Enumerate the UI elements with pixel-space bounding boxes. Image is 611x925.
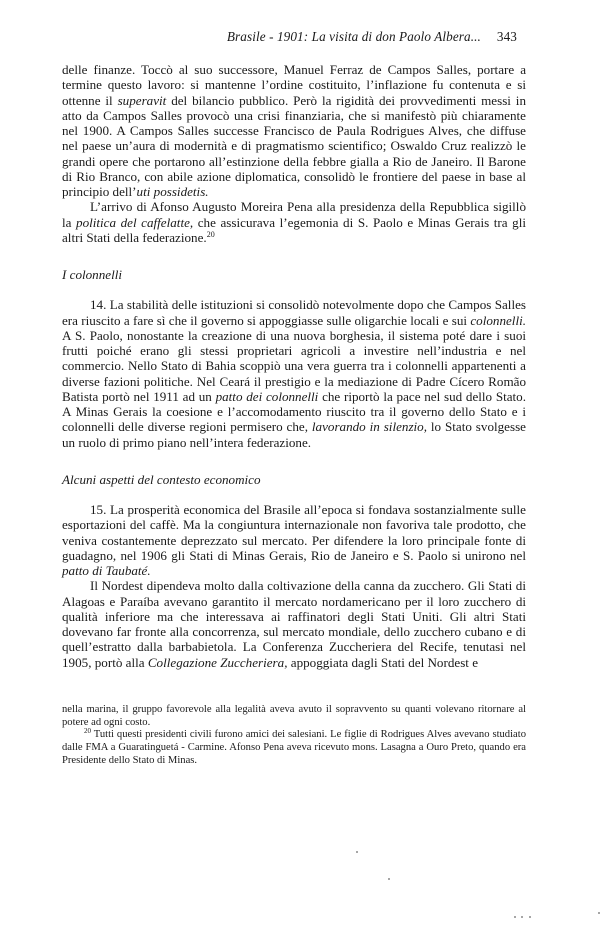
italic-term: superavit bbox=[117, 92, 167, 108]
italic-term: Collegazione Zuccheriera, bbox=[147, 654, 288, 670]
footnote-marker: 20 bbox=[84, 727, 91, 736]
text-run: Il Nordest dipendeva molto dalla coltivazione della canna da zucchero. Gli Stati di Alagoas e Paraíba avevano garantito il mercato nordamericano per il loro zucchero di qualità inferiore ma che interessava ai raffinatori degli Stati Uniti. Gli altri Stati dovevano far fronte alla concorrenza, sul mercato mondiale, dello zucchero cubano e di quell’estratto dalla barbabietola. La Conferenza Zuccheriera del Recife, tenutasi nel 1905, portò alla bbox=[62, 578, 526, 670]
scan-speck bbox=[529, 916, 531, 918]
paragraph-5 bbox=[62, 578, 526, 670]
text-run: delle finanze. Toccò al suo successore, Manuel Ferraz de Campos Salles, portare a termine questo lavoro: si mantenne l’ordine costituito, l’inflazione fu contenuta e si ottenne il bbox=[62, 62, 526, 108]
italic-term: colonnelli. bbox=[470, 312, 526, 328]
paragraph-1 bbox=[62, 62, 526, 199]
text-run: che assicurava l’egemonia di S. Paolo e Minas Gerais tra gli altri Stati della federazione. bbox=[62, 214, 526, 245]
text-run: 14. La stabilità delle istituzioni si consolidò notevolmente dopo che Campos Salles era riuscito a fare sì che il governo si appoggiasse sulle oligarchie locali e sui bbox=[62, 297, 526, 328]
scan-speck bbox=[514, 916, 516, 918]
footnote-text: Tutti questi presidenti civili furono amici dei salesiani. Le figlie di Rodrigues Alves avevano studiato dalle FMA a Guaratinguetá - Carmine. Afonso Pena aveva ricevuto mons. Lasagna a Ouro Preto, quando era Presidente dello Stato di Minas. bbox=[62, 729, 526, 766]
text-run: 15. La prosperità economica del Brasile all’epoca si fondava sostanzialmente sulle esportazioni del caffè. Ma la congiuntura internazionale non favoriva tale prodotto, che veniva costantemente deprezzato sul mercato. Per difendere la loro principale fonte di guadagno, nel 1906 gli Stati di Minas Gerais, Rio de Janeiro e S. Paolo si unirono nel bbox=[62, 502, 526, 563]
scan-speck bbox=[356, 851, 358, 853]
running-title: Brasile - 1901: La visita di don Paolo Albera... bbox=[226, 29, 481, 44]
text-run: del bilancio pubblico. Però la rigidità dei provvedimenti messi in atto da Campos Salles provocò una crisi finanziaria, che si manifestò più chiaramente nel 1900. A Campos Salles successe Francisco de Paula Rodrigues Alves, che diffuse nel paese un’aura di modernità e di pragmatismo scientifico; Oswaldo Cruz realizzò le grandi opere che portarono all’estinzione della febbre gialla a Rio de Janeiro. Il Barone di Rio Branco, con abile azione diplomatica, consolidò le frontiere del paese in base al principio dell’ bbox=[62, 92, 526, 199]
scan-speck bbox=[598, 912, 600, 914]
italic-term: lavorando in silenzio, bbox=[311, 419, 427, 435]
italic-term: politica del caffelatte, bbox=[76, 214, 194, 230]
footnotes bbox=[62, 704, 526, 768]
section-heading-economia: Alcuni aspetti del contesto economico bbox=[62, 471, 261, 487]
italic-term: patto di Taubaté. bbox=[62, 563, 151, 578]
main-text bbox=[62, 62, 526, 670]
text-run: che riportò la pace nel sud dello Stato. A Minas Gerais la coesione e l’accomodamento riuscito tra il governo dello Stato e i colonnelli delle diverse regioni permisero che, bbox=[62, 388, 527, 435]
paragraph-2 bbox=[62, 199, 526, 245]
section-heading-colonnelli: I colonnelli bbox=[62, 267, 122, 282]
running-header bbox=[200, 29, 517, 45]
footnote-ref-20[interactable]: 20 bbox=[206, 229, 215, 239]
italic-term: patto dei colonnelli bbox=[215, 388, 319, 404]
text-run: lo Stato svolgesse un ruolo di primo piano nell’intera federazione. bbox=[62, 419, 526, 450]
paragraph-4 bbox=[62, 502, 526, 578]
page-number: 343 bbox=[496, 29, 517, 44]
footnote-20 bbox=[62, 729, 526, 767]
text-run: A S. Paolo, nonostante la creazione di una nuova borghesia, il sistema poté dare i suoi frutti poiché erano gli stessi proprietari agricoli a investire nell’industria e nel commercio. Nello Stato di Bahia scoppiò una vera guerra tra i colonnelli appartenenti a diverse fazioni politiche. Nel Ceará il prestigio e la mediazione di Padre Cícero Romão Batista portò nel 1911 ad un bbox=[62, 327, 526, 404]
scan-speck bbox=[521, 916, 523, 918]
text-run: L’arrivo di Afonso Augusto Moreira Pena alla presidenza della Repubblica sigillò la bbox=[62, 199, 526, 230]
paragraph-3 bbox=[62, 297, 526, 450]
text-run: appoggiata dagli Stati del Nordest e bbox=[287, 654, 479, 670]
italic-term: uti possidetis. bbox=[136, 184, 209, 199]
scan-speck bbox=[388, 878, 390, 880]
footnote-continuation: nella marina, il gruppo favorevole alla legalità aveva avuto il sopravvento su quanti volevano ritornare al potere ad ogni costo. bbox=[62, 704, 526, 728]
